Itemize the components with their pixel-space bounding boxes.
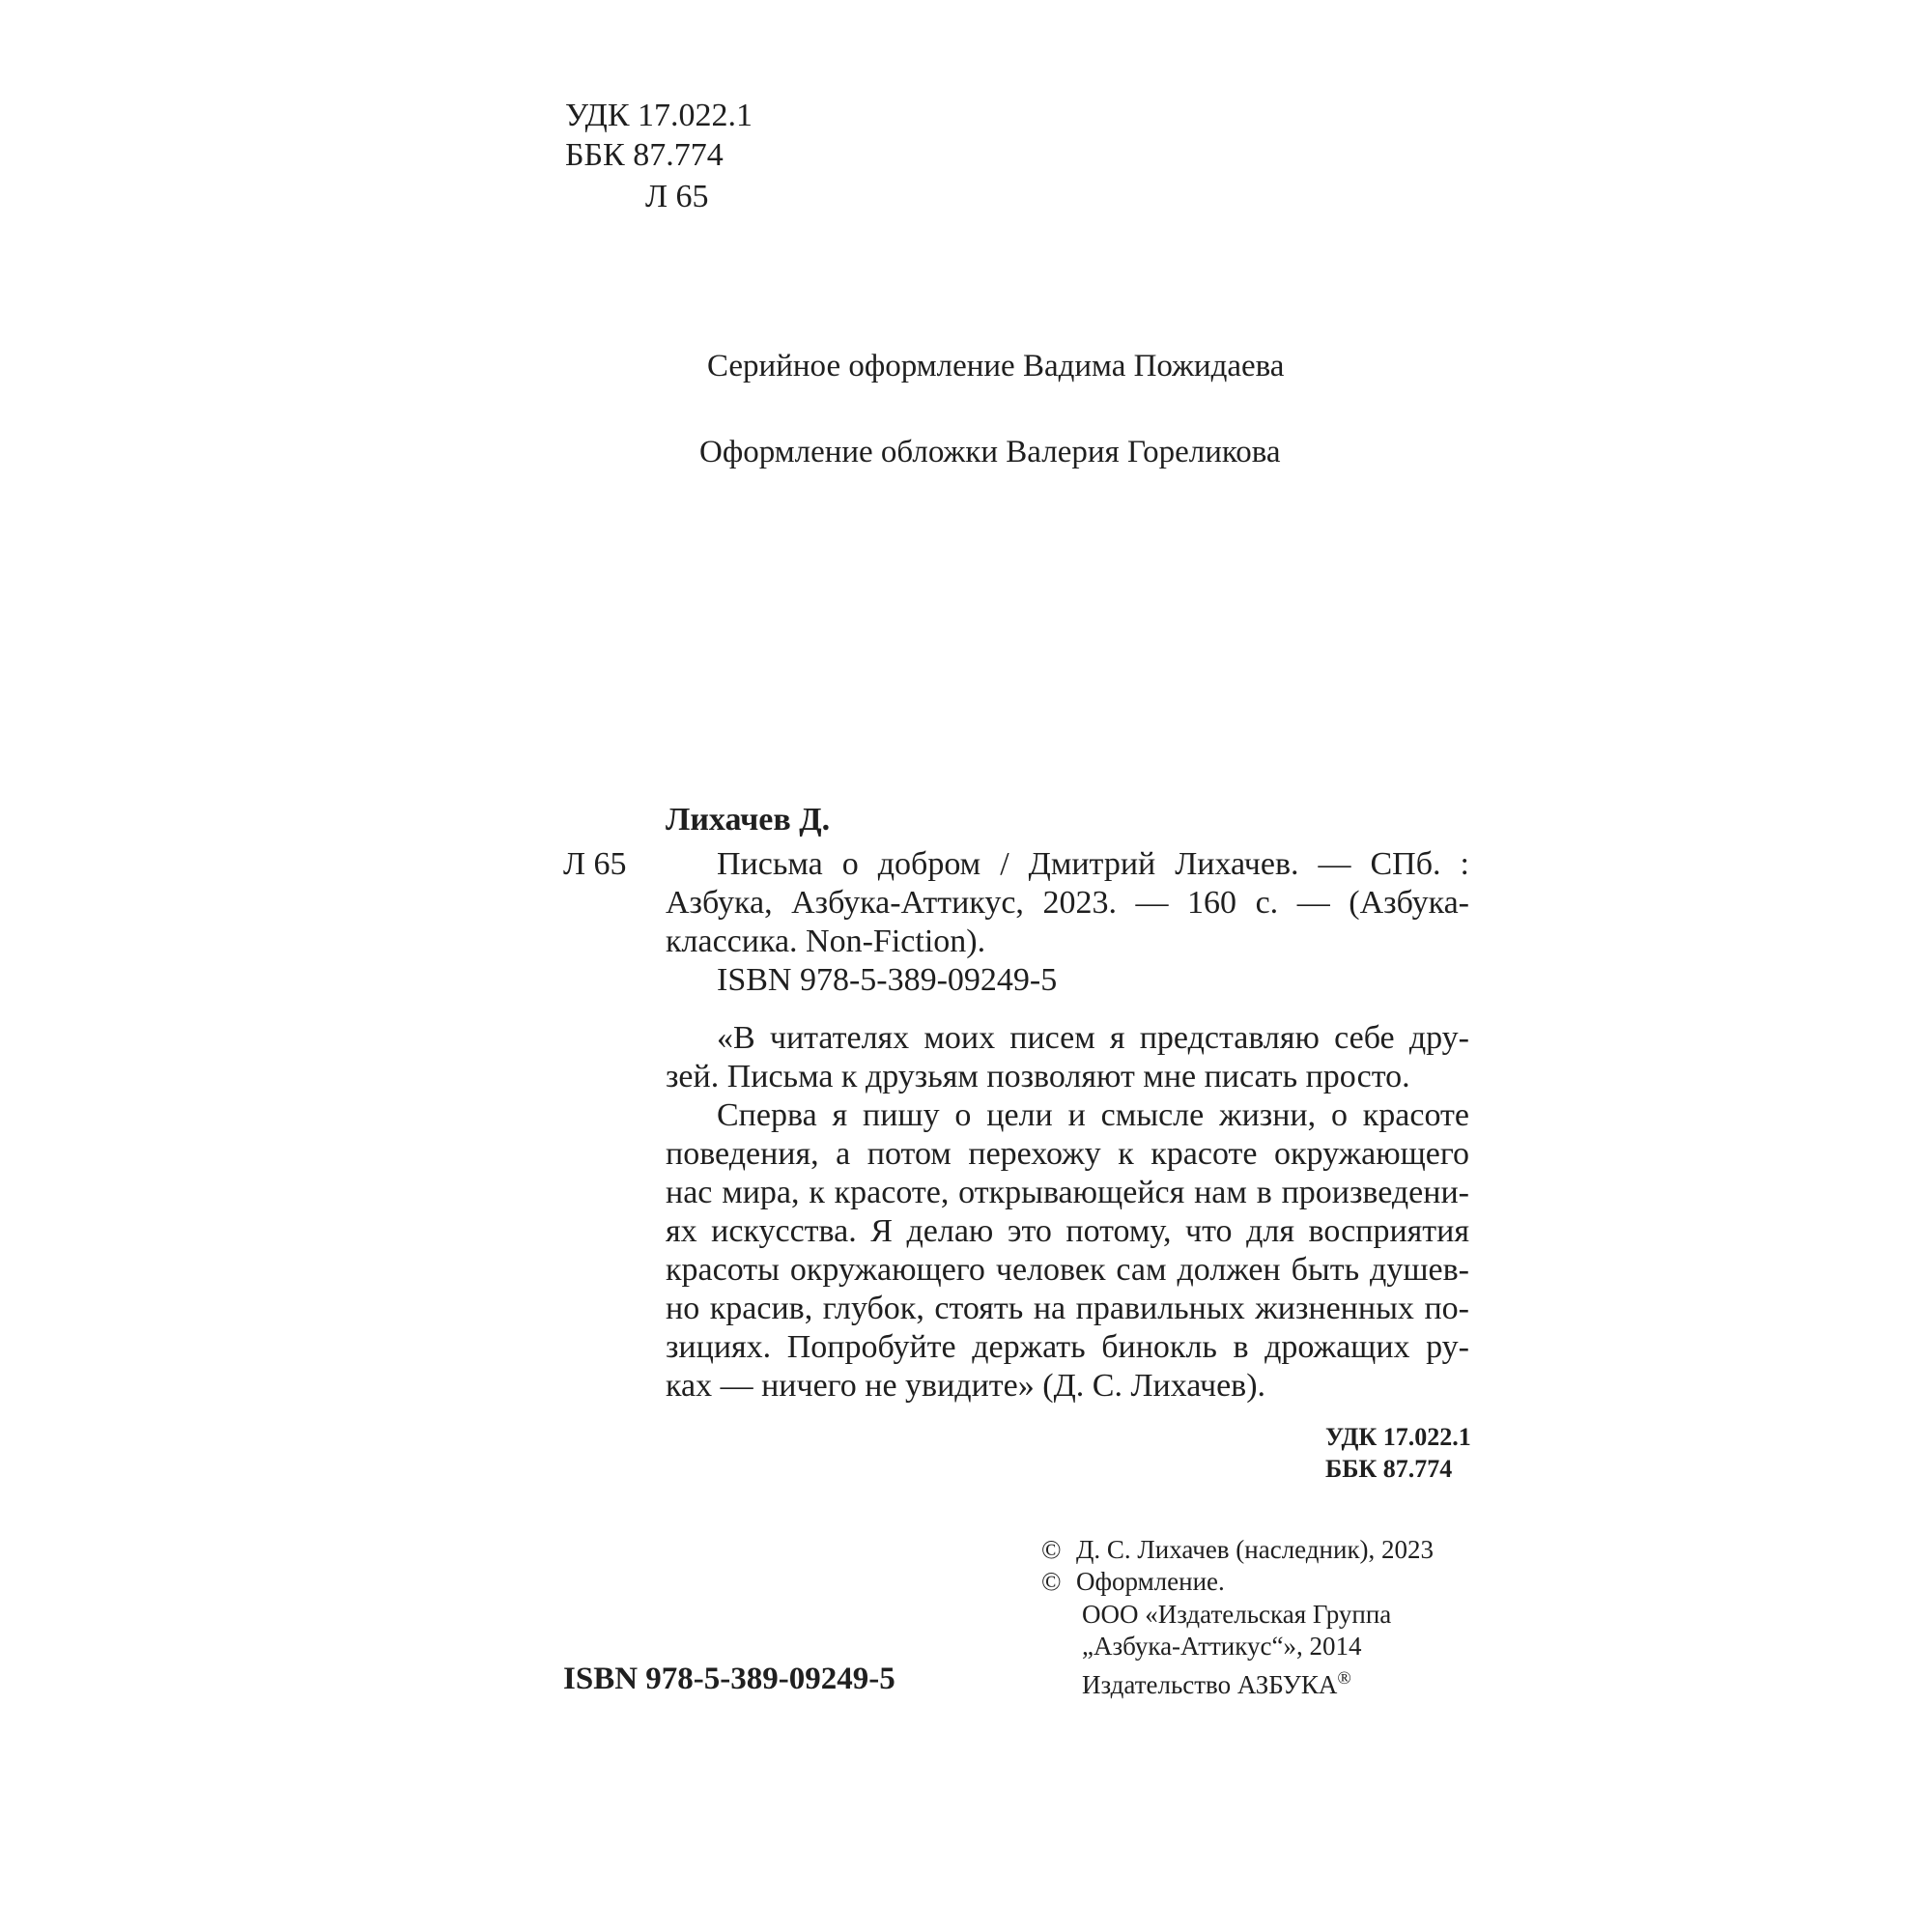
copyright-line: Д. С. Лихачев (наследник), 2023 <box>1076 1535 1435 1564</box>
annotation-line: ях искусства. Я делаю это потому, что для восприятия <box>666 1213 1469 1249</box>
registered-mark: ® <box>1337 1668 1351 1689</box>
copyright-sign: © <box>1041 1535 1062 1564</box>
record-line: Письма о добром / Дмитрий Лихачев. — СПб. : <box>717 846 1469 882</box>
isbn-bottom: ISBN 978-5-389-09249-5 <box>563 1662 895 1696</box>
copyright-line: Оформление. <box>1076 1567 1225 1596</box>
copyright-line: ООО «Издательская Группа <box>1082 1600 1392 1629</box>
publisher-name: Издательство АЗБУКА <box>1082 1670 1338 1699</box>
copyright-line: „Азбука-Аттикус“», 2014 <box>1082 1632 1362 1661</box>
record-line: классика. Non-Fiction). <box>666 923 986 959</box>
record-line: Азбука, Азбука-Аттикус, 2023. — 160 с. — (Азбука- <box>666 885 1469 921</box>
annotation-line: нас мира, к красоте, открывающейся нам в произведени- <box>666 1175 1469 1210</box>
annotation-line: Сперва я пишу о цели и смысле жизни, о красоте <box>717 1097 1469 1133</box>
bbk-code: ББК 87.774 <box>565 137 724 173</box>
record-isbn: ISBN 978-5-389-09249-5 <box>717 962 1058 998</box>
author-mark: Л 65 <box>645 179 709 214</box>
udk-code-small: УДК 17.022.1 <box>1325 1423 1471 1451</box>
copyright-sign: © <box>1041 1567 1062 1596</box>
series-design-credit: Серийное оформление Вадима Пожидаева <box>707 349 1285 384</box>
udk-code: УДК 17.022.1 <box>565 98 753 133</box>
annotation-line: ках — ничего не увидите» (Д. С. Лихачев). <box>666 1368 1266 1404</box>
annotation-line: зей. Письма к друзьям позволяют мне писать просто. <box>666 1059 1410 1094</box>
record-author-mark: Л 65 <box>563 846 627 882</box>
annotation-line: но красив, глубок, стоять на правильных жизненных по- <box>666 1291 1469 1326</box>
annotation-line: красоты окружающего человек сам должен быть душев- <box>666 1252 1469 1288</box>
annotation-line: «В читателях моих писем я представляю себе дру- <box>717 1020 1469 1056</box>
cover-design-credit: Оформление обложки Валерия Гореликова <box>699 435 1281 469</box>
publisher-line <box>1082 1662 1351 1701</box>
bbk-code-small: ББК 87.774 <box>1325 1455 1453 1483</box>
annotation-line: зициях. Попробуйте держать бинокль в дрожащих ру- <box>666 1329 1469 1365</box>
record-author: Лихачев Д. <box>666 802 831 838</box>
annotation-line: поведения, а потом перехожу к красоте окружающего <box>666 1136 1469 1172</box>
